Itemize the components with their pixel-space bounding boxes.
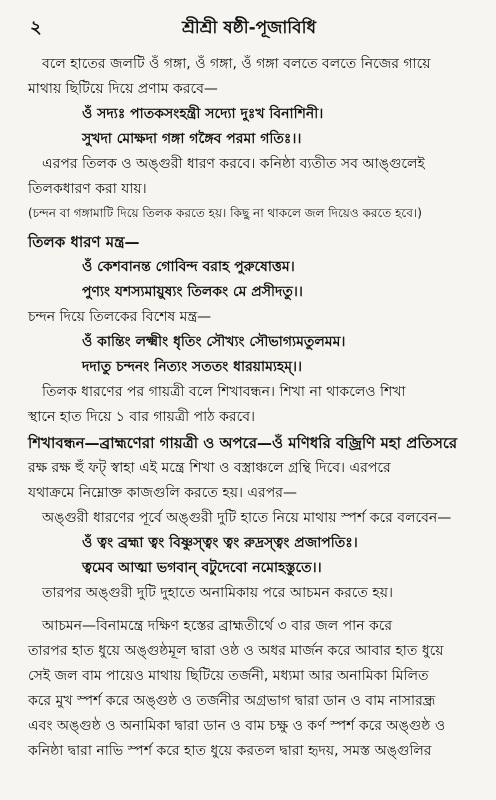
mantra-line: ওঁ কান্তিং লক্ষ্মীং ধৃতিং সৌখ্যং সৌভাগ্যমতুলমম। — [82, 334, 346, 350]
section-title: শিখাবন্ধন—ব্রাহ্মণেরা গায়ত্রী ও অপরে—ওঁ মণিধরি বজ্রিণি মহা প্রতিসরে — [28, 434, 458, 452]
page-header — [28, 16, 470, 44]
text-line: অঙ্গুরী ধারণের পূর্বে অঙ্গুরী দুটি হাতে নিয়ে মাথায় স্পর্শ করে বলবেন— — [42, 510, 452, 526]
page-title: শ্রীশ্রী ষষ্ঠী-পূজাবিধি — [181, 18, 317, 38]
text-line: রক্ষ রক্ষ হুঁ ফট্ স্বাহা এই মন্ত্রে শিখা ও বস্ত্রাঞ্চলে গ্রন্থি দিবে। এরপরে — [28, 460, 391, 476]
paragraph-gap — [28, 606, 470, 614]
page-number: ২ — [30, 17, 42, 38]
text-line: মাথায় ছিটিয়ে দিয়ে প্রণাম করবে— — [28, 81, 218, 97]
aachaman-section — [28, 614, 470, 764]
mantra-line: সুখদা মোক্ষদা গঙ্গা গঙ্গৈব পরমা গতিঃ।। — [82, 131, 302, 147]
section-title: আচমন—বিনামন্ত্রে দক্ষিণ হস্তের ব্রাহ্মতীর্থে ৩ বার জল পান করে — [42, 618, 393, 634]
text-line: স্থানে হাত দিয়ে ১ বার গায়ত্রী পাঠ করবে। — [28, 409, 255, 425]
text-line: চন্দন দিয়ে তিলকের বিশেষ মন্ত্র— — [28, 309, 212, 325]
text-line: যথাক্রমে নিম্নোক্ত কাজগুলি করতে হয়। এরপর— — [28, 485, 297, 501]
page-content — [28, 52, 470, 764]
mantra-line: দদাতু চন্দনং নিত্যং সততং ধারয়াম্যহম্।। — [82, 359, 303, 375]
text-line: এবং অঙ্গুষ্ঠ ও অনামিকা দ্বারা ডান ও বাম চক্ষু ও কর্ণ স্পর্শ করে অঙ্গুষ্ঠ ও — [28, 718, 446, 734]
text-line: সেই জল বাম পায়েও মাথায় ছিটিয়ে তর্জনী, মধ্যমা আর অনামিকা মিলিত — [28, 668, 429, 684]
text-line: বলে হাতের জলটি ওঁ গঙ্গা, ওঁ গঙ্গা, ওঁ গঙ্গা বলতে বলতে নিজের গায়ে — [42, 56, 431, 72]
mantra-line: ওঁ ত্বং ব্রহ্মা ত্বং বিষ্ণুস্ত্বং ত্বং রুদ্রস্ত্বং প্রজাপতিঃ। — [82, 535, 358, 551]
text-line: তিলকধারণ করা যায়। — [28, 181, 147, 197]
mantra-line: ওঁ সদ্যঃ পাতকসংহন্ত্রী সদ্যো দুঃখ বিনাশিনী। — [82, 106, 324, 122]
text-line: তিলক ধারণের পর গায়ত্রী বলে শিখাবন্ধন। শিখা না থাকলেও শিখা — [42, 384, 406, 400]
text-line: করে মুখ স্পর্শ করে অঙ্গুষ্ঠ ও তর্জনীর অগ্রভাগ দ্বারা ডান ও বাম নাসারন্ধ্র — [28, 693, 436, 709]
section-title: তিলক ধারণ মন্ত্র— — [28, 233, 140, 251]
text-line: তারপর হাত ধুয়ে অঙ্গুষ্ঠমূল দ্বারা ওষ্ঠ ও অধর মার্জন করে আবার হাত ধুয়ে — [28, 643, 444, 659]
mantra-line: পুণ্যং যশস্যমায়ুষ্যং তিলকং মে প্রসীদতু।। — [82, 284, 303, 300]
text-line: কনিষ্ঠা দ্বারা নাভি স্পর্শ করে হাত ধুয়ে করতল দ্বারা হৃদয়, সমস্ত অঙ্গুলির — [28, 743, 432, 759]
text-line: এরপর তিলক ও অঙ্গুরী ধারণ করবে। কনিষ্ঠা ব্যতীত সব আঙ্গুলেই — [42, 156, 425, 172]
text-line: তারপর অঙ্গুরী দুটি দুহাতে অনামিকায় পরে আচমন করতে হয়। — [42, 585, 393, 601]
note-line: (চন্দন বা গঙ্গামাটি দিয়ে তিলক করতে হয়। কিছু না থাকলে জল দিয়েও করতে হবে।) — [28, 206, 422, 220]
mantra-line: ওঁ কেশবানন্ত গোবিন্দ বরাহ পুরুষোত্তম। — [82, 259, 295, 275]
mantra-line: ত্বমেব আত্মা ভগবান্ বটুদেবো নমোহস্তুতে।। — [82, 560, 322, 576]
